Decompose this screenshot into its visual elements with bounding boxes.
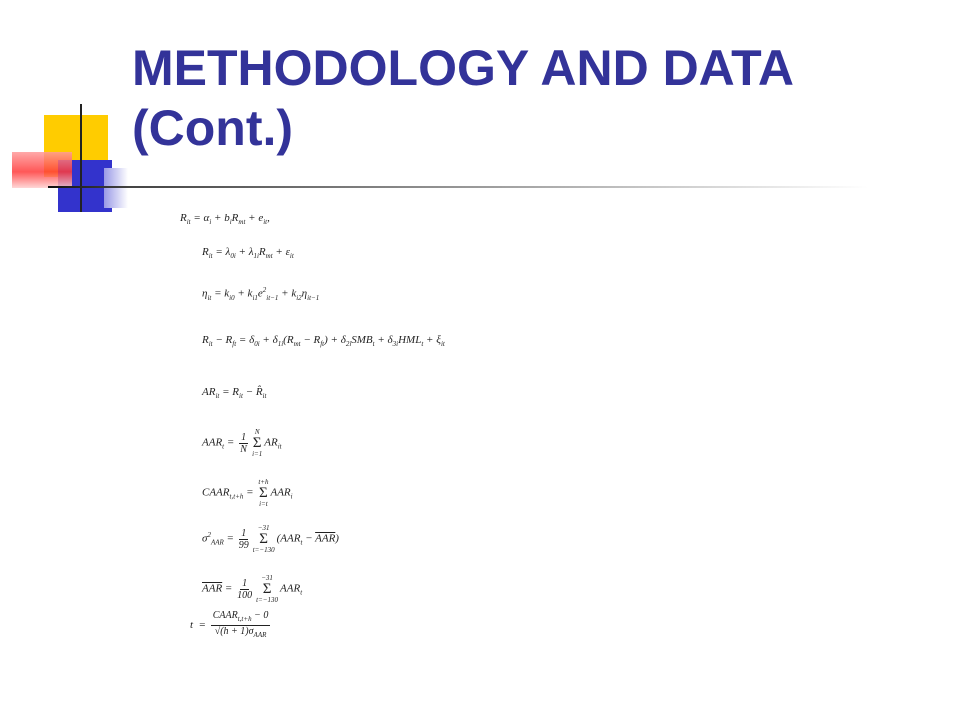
equation-garch-mean: $R_{it} = \lambda_{0i} + \lambda_{1i}R_{mt} + \varepsilon_{it}$ [202, 246, 294, 261]
equation-caar: $CAAR_{t,t+h}$ = t+h Σ i=t $AAR_i$ [202, 478, 293, 508]
equation-aar: $AAR_t$ = $\frac{1}{N}$ N Σ i=1 $AR_{it}$ [202, 428, 282, 458]
title-underline [48, 186, 868, 188]
equation-market-model: $R_{it} = \alpha_i + b_iR_{mt} + e_{it}$, [180, 212, 270, 227]
equation-garch-variance: $\eta_{it} = k_{i0} + k_{i1}e^2_{it-1} + k_{i2}\eta_{it-1}$ [202, 286, 320, 302]
equation-fama-french: $R_{it} - R_{ft} = \delta_{0i} + \delta_{1i}(R_{mt} - R_{ft}) + \delta_{2i}SMB_t + \delta_{3i}HML_t + \xi_{it}$ [202, 334, 445, 349]
vertical-divider [80, 104, 82, 212]
equation-abnormal-return: $AR_{it} = R_{it}$ − $R̂_{it}$ [202, 386, 267, 401]
red-square-decoration [12, 152, 72, 188]
equation-variance-aar: $\sigma^2_{AAR}$ = $\frac{1}{99}$ −31 Σ t=−130 $(AAR_t - \overline{AAR})$ [202, 524, 339, 554]
blue-fade-decoration [104, 168, 128, 208]
equations-image [160, 206, 620, 656]
slide-title: METHODOLOGY AND DATA (Cont.) [132, 40, 793, 156]
equation-mean-aar: $\overline{AAR}$ = $\frac{1}{100}$ −31 Σ t=−130 $AAR_t$ [202, 574, 303, 604]
equation-t-statistic: t = $\frac{CAAR_{t,t+h} - 0}{√(h + 1)\sigma_{AAR}}$ [190, 610, 269, 639]
